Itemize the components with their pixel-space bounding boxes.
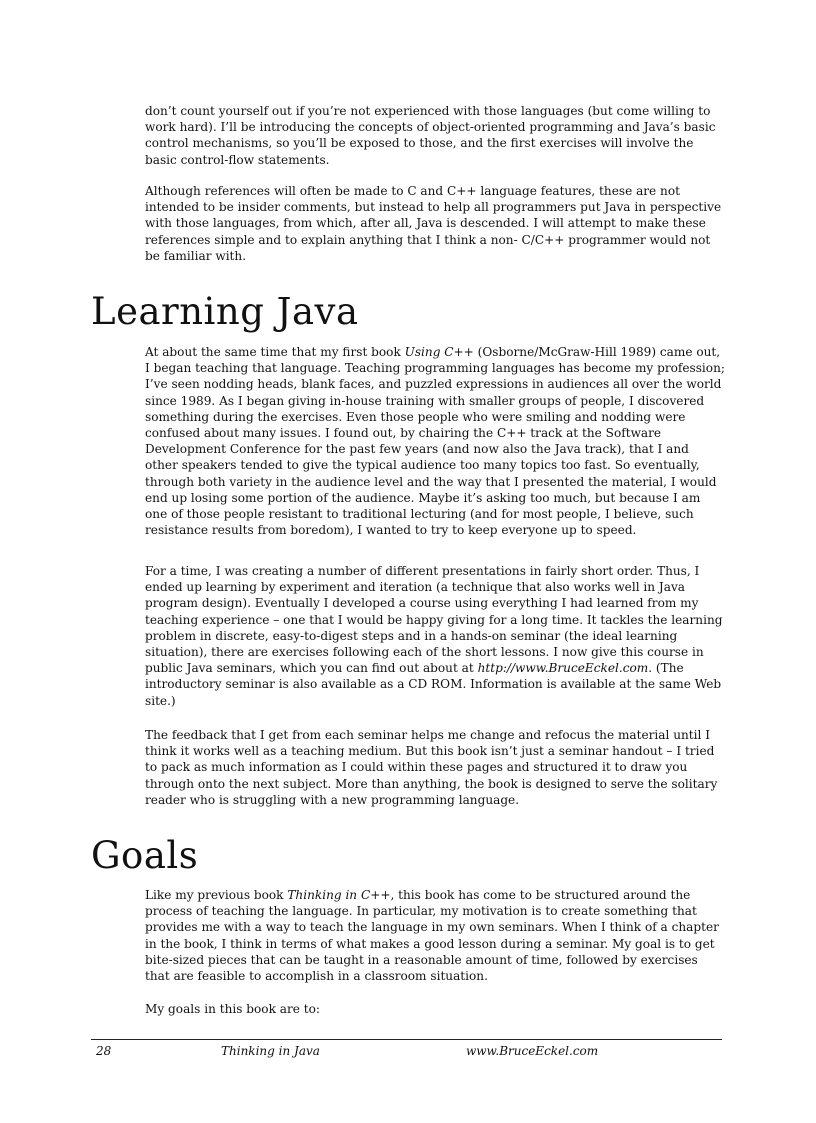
learning-p2-text-a: For a time, I was creating a number of different presentations in fairly short order. Thus, I ended up learning by experiment and iteration (a technique that also works well in Java program design). Eventually I developed a course using everything I had learned from my teaching experience – one that I would be happy giving for a long time. It tackles the learning problem in discrete, easy-to-digest steps and in a hands-on seminar (the ideal learning situation), there are exercises following each of the short lessons. I now give this course in public Java seminars, which you can find out about at: [145, 564, 723, 676]
intro-paragraph-2: Although references will often be made to C and C++ language features, these are not intended to be insider comments, but instead to help all programmers put Java in perspective with those languages, from which, after all, Java is descended. I will attempt to make these references simple and to explain anything that I think a non- C/C++ programmer would not be familiar with.: [145, 184, 722, 263]
footer-website: www.BruceEckel.com: [466, 1044, 599, 1058]
intro-paragraph-1: don’t count yourself out if you’re not experienced with those languages (but come willing to work hard). I’ll be introducing the concepts of object-oriented programming and Java’s basic control mechanisms, so you’ll be exposed to those, and the first exercises will involve the basic control-flow statements.: [145, 104, 716, 167]
learning-paragraph-3: The feedback that I get from each seminar helps me change and refocus the material until I think it works well as a teaching medium. But this book isn’t just a seminar handout – I tried to pack as much information as I could within these pages and structured it to draw you through onto the next subject. More than anything, the book is designed to serve the solitary reader who is struggling with a new programming language.: [145, 728, 718, 807]
goals-heading: Goals: [91, 834, 199, 877]
footer-divider: [91, 1039, 722, 1040]
learning-p1-text-b: (Osborne/McGraw-Hill 1989) came out, I began teaching that language. Teaching programming languages has become my profession; I’ve seen nodding heads, blank faces, and puzzled expressions in audiences all over the world since 1989. As I began giving in-house training with smaller groups of people, I discovered something during the exercises. Even those people who were smiling and nodding were confused about many issues. I found out, by chairing the C++ track at the Software Development Conference for the past few years (and now also the Java track), that I and other speakers tended to give the typical audience too many topics too fast. So eventually, through both variety in the audience level and the way that I presented the material, I would end up losing some portion of the audience. Maybe it’s asking too much, but because I am one of those people resistant to traditional lecturing (and for most people, I believe, such resistance results from boredom), I wanted to try to keep everyone up to speed.: [145, 345, 725, 538]
learning-p1-text-a: At about the same time that my first book: [145, 345, 405, 359]
learning-p2-text-b: . (The introductory seminar is also available as a CD ROM. Information is available at the same Web site.): [145, 661, 722, 708]
book-title-thinking-in-cpp: Thinking in C++: [287, 888, 391, 902]
footer-page-number: 28: [96, 1044, 112, 1058]
book-title-using-cpp: Using C++: [404, 345, 474, 359]
footer-book-title: Thinking in Java: [221, 1044, 320, 1058]
learning-java-heading: Learning Java: [91, 290, 359, 333]
learning-paragraph-1: [145, 344, 725, 538]
goals-p1-text-b: , this book has come to be structured around the process of teaching the language. In particular, my motivation is to create something that provides me with a way to teach the language in my own seminars. When I think of a chapter in the book, I think in terms of what makes a good lesson during a seminar. My goal is to get bite-sized pieces that can be taught in a reasonable amount of time, followed by exercises that are feasible to accomplish in a classroom situation.: [145, 888, 719, 984]
goals-paragraph-1: [145, 887, 725, 984]
goals-paragraph-2: My goals in this book are to:: [145, 1002, 320, 1016]
learning-paragraph-2: [145, 563, 725, 709]
website-link[interactable]: http://www.BruceEckel.com: [477, 661, 649, 676]
goals-p1-text-a: Like my previous book: [145, 888, 288, 902]
